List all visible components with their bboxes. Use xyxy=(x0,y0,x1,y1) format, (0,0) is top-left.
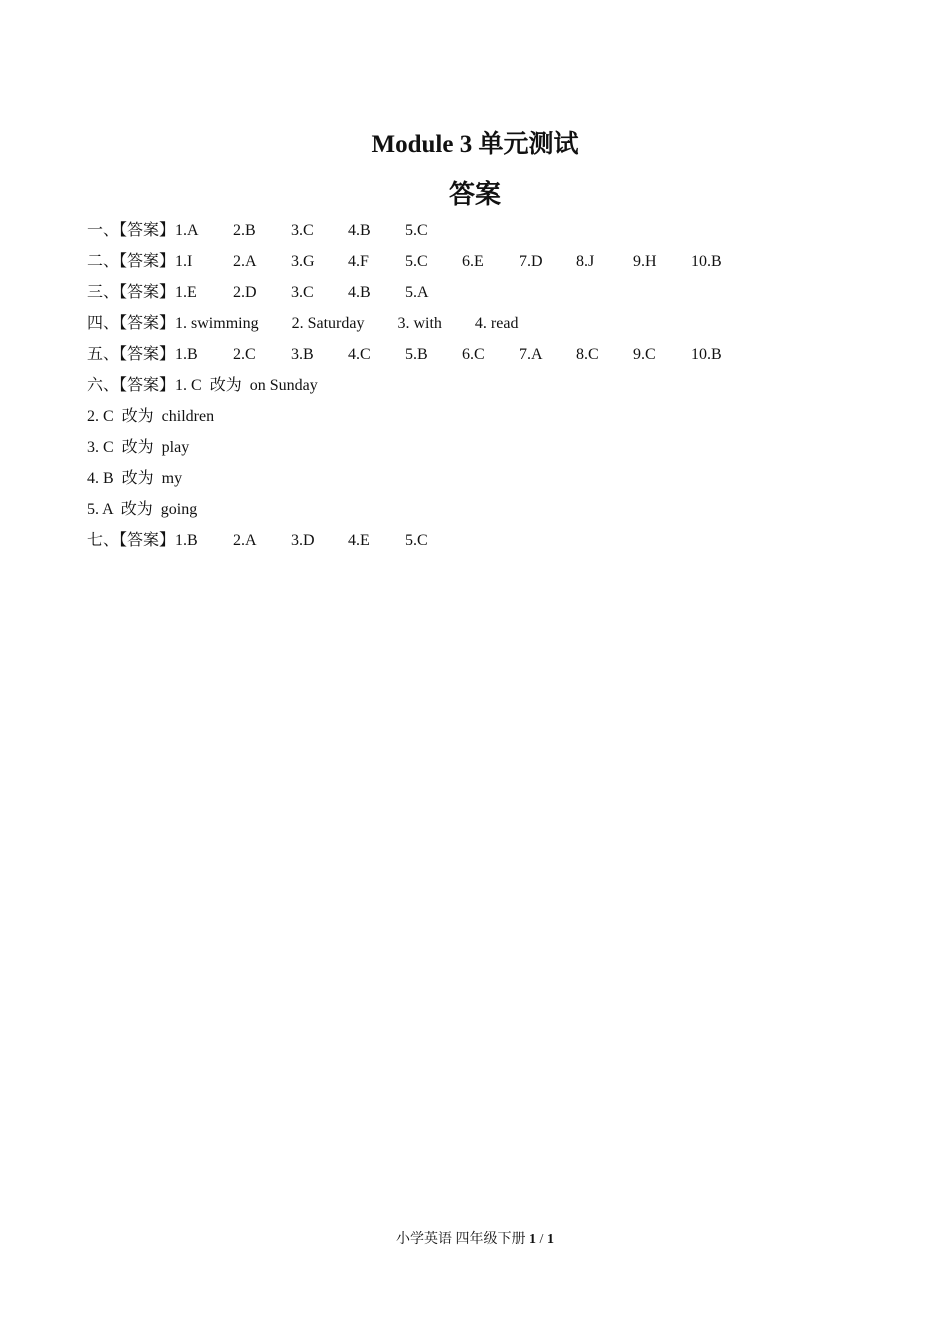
answer-row xyxy=(87,373,887,404)
answer-item: 8.J xyxy=(576,253,595,270)
row-prefix: 六、【答案】 xyxy=(87,377,176,394)
answer-item: 1.I xyxy=(175,253,193,270)
answer-item: 4.C xyxy=(348,346,371,363)
answer-item: 4.F xyxy=(348,253,369,270)
answer-item: 9.H xyxy=(633,253,657,270)
answer-row xyxy=(87,404,887,435)
answer-item: 1. C 改为 on Sunday xyxy=(175,377,318,394)
answer-item: 5. A 改为 going xyxy=(87,501,198,518)
answer-item: 1.E xyxy=(175,284,197,301)
row-prefix: 四、【答案】 xyxy=(87,315,176,332)
answer-row xyxy=(87,218,887,249)
page-title: Module 3 单元测试 xyxy=(371,131,579,158)
answer-item: 1.B xyxy=(175,346,198,363)
answer-row xyxy=(87,280,887,311)
answer-item: 4. B 改为 my xyxy=(87,470,183,487)
answer-row xyxy=(87,342,887,373)
answer-item: 6.E xyxy=(462,253,484,270)
answer-item: 3.C xyxy=(291,222,314,239)
answer-item: 7.D xyxy=(519,253,543,270)
answer-row xyxy=(87,435,887,466)
answer-item: 2.A xyxy=(233,532,257,549)
footer-sep: / xyxy=(536,1232,547,1247)
answer-item: 10.B xyxy=(691,346,722,363)
answer-row xyxy=(87,311,887,342)
answer-item: 2. Saturday xyxy=(291,315,365,332)
page-footer xyxy=(0,1228,950,1248)
row-prefix: 三、【答案】 xyxy=(87,284,176,301)
answer-item: 6.C xyxy=(462,346,485,363)
answer-item: 5.C xyxy=(405,222,428,239)
footer-total: 1 xyxy=(546,1232,554,1247)
answer-row xyxy=(87,497,887,528)
footer-text: 小学英语 四年级下册 xyxy=(396,1232,530,1247)
row-prefix: 五、【答案】 xyxy=(87,346,176,363)
answer-item: 3.D xyxy=(291,532,315,549)
answer-item: 9.C xyxy=(633,346,656,363)
answer-item: 1.A xyxy=(175,222,199,239)
answer-item: 2.D xyxy=(233,284,257,301)
answer-item: 3.G xyxy=(291,253,315,270)
answer-row xyxy=(87,249,887,280)
page-subtitle: 答案 xyxy=(448,180,501,209)
answer-item: 7.A xyxy=(519,346,543,363)
answer-item: 5.C xyxy=(405,532,428,549)
answer-item: 4. read xyxy=(474,315,519,332)
answer-item: 2. C 改为 children xyxy=(87,408,215,425)
answer-item: 2.C xyxy=(233,346,256,363)
answer-item: 1.B xyxy=(175,532,198,549)
answer-list xyxy=(87,218,887,559)
answer-item: 4.B xyxy=(348,222,371,239)
row-prefix: 一、【答案】 xyxy=(87,222,176,239)
answer-row xyxy=(87,528,887,559)
row-prefix: 二、【答案】 xyxy=(87,253,176,270)
answer-item: 3. with xyxy=(397,315,442,332)
answer-item: 3.B xyxy=(291,346,314,363)
answer-item: 2.A xyxy=(233,253,257,270)
answer-item: 4.B xyxy=(348,284,371,301)
answer-item: 1. swimming xyxy=(175,315,259,332)
footer-page: 1 xyxy=(529,1232,537,1247)
answer-item: 3. C 改为 play xyxy=(87,439,190,456)
answer-item: 3.C xyxy=(291,284,314,301)
answer-item: 4.E xyxy=(348,532,370,549)
answer-item: 2.B xyxy=(233,222,256,239)
answer-item: 10.B xyxy=(691,253,722,270)
answer-row xyxy=(87,466,887,497)
answer-item: 5.C xyxy=(405,253,428,270)
answer-item: 5.B xyxy=(405,346,428,363)
answer-item: 5.A xyxy=(405,284,429,301)
answer-item: 8.C xyxy=(576,346,599,363)
row-prefix: 七、【答案】 xyxy=(87,532,176,549)
